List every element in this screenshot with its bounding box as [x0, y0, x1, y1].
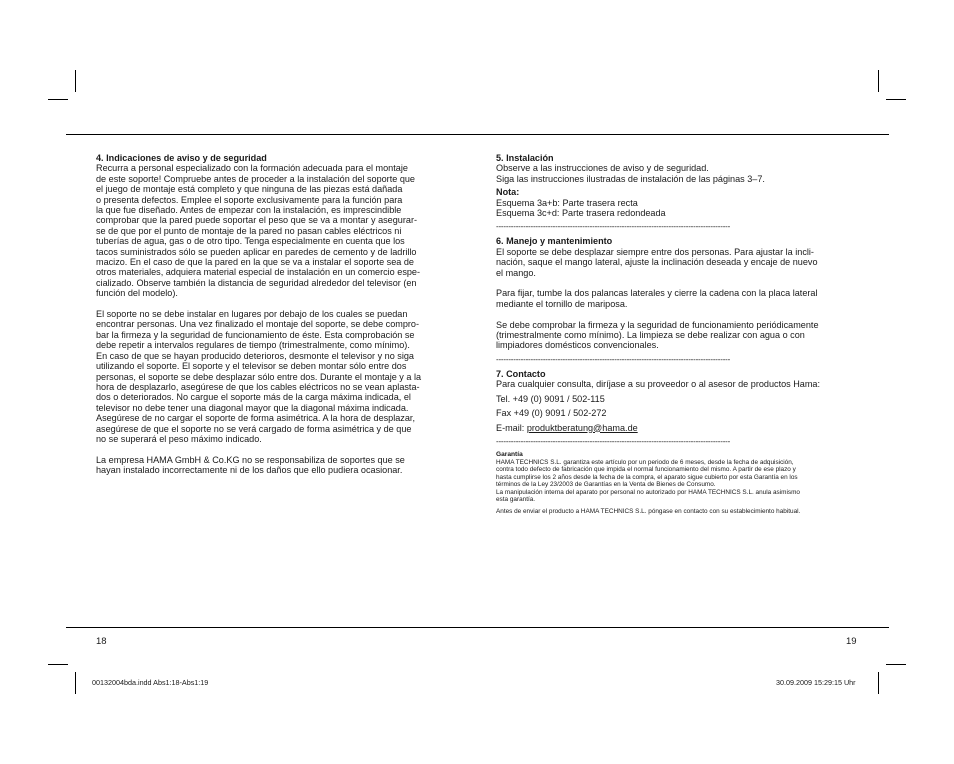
top-rule: [66, 134, 889, 135]
text-line: debe repetir a intervalos regulares de tiempo (trimestralmente, como mínimo).: [96, 340, 410, 351]
section-6-paragraph-1: [496, 247, 858, 278]
contact-tel: Tel. +49 (0) 9091 / 502-115: [496, 393, 605, 404]
text-line: otros materiales, adquiera material especial de instalación en un comercio espe-: [96, 267, 421, 278]
section-7-intro: Para cualquier consulta, diríjase a su proveedor o al asesor de productos Hama:: [496, 379, 821, 390]
text-line: Recurra a personal especializado con la formación adecuada para el montaje: [96, 163, 408, 174]
right-column: [496, 153, 858, 516]
text-line: Asegúrese de no cargar el soporte de forma asimétrica. A la hora de desplazar,: [96, 413, 415, 424]
text-line: limpiadores domésticos convencionales.: [496, 340, 659, 351]
text-line: bar la firmeza y la seguridad de funcionamiento de éste. Esta comprobación se: [96, 329, 415, 340]
crop-mark: [75, 70, 76, 92]
text-line: (trimestralmente como mínimo). La limpieza se debe realizar con agua o con: [496, 330, 805, 341]
crop-mark: [48, 99, 68, 100]
crop-mark: [886, 664, 906, 665]
text-line: se de que por el punto de montaje de la pared no pasan cables eléctricos ni: [96, 225, 402, 236]
text-line: mediante el tornillo de mariposa.: [496, 298, 628, 309]
section-7-heading: 7. Contacto: [496, 368, 546, 379]
garantia-line: términos de la Ley 23/2003 de Garantías en la Venta de Bienes de Consumo.: [496, 481, 716, 489]
section-6-paragraph-2: [496, 288, 858, 309]
crop-mark: [878, 672, 879, 694]
text-line: el mango.: [496, 267, 536, 278]
section-5-heading: 5. Instalación: [496, 153, 554, 163]
section-4-paragraph-2: [96, 309, 464, 444]
text-line: encontrar personas. Una vez finalizado el montaje del soporte, se debe compro-: [96, 319, 420, 330]
text-line: comprobar que la pared puede soportar el peso que se va a montar y asegurar-: [96, 215, 417, 226]
crop-mark: [48, 664, 68, 665]
text-line: En caso de que se hayan producido deterioros, desmonte el televisor y no siga: [96, 350, 414, 361]
separator: -----------------------------------------------------------------------------------------------: [496, 437, 731, 446]
garantia-line: HAMA TECHNICS S.L. garantiza este artículo por un periodo de 6 meses, desde la fecha de adquisición,: [496, 458, 794, 466]
text-line: Esquema 3c+d: Parte trasera redondeada: [496, 208, 666, 219]
text-line: televisor no debe tener una diagonal mayor que la diagonal máxima indicada.: [96, 402, 409, 413]
garantia-note: Antes de enviar el producto a HAMA TECHNICS S.L. póngase en contacto con su establecimiento habitual.: [496, 508, 801, 516]
page-number-right: 19: [846, 636, 857, 647]
text-line: nación, saque el mango lateral, ajuste la inclinación deseada y encaje de nuevo: [496, 257, 818, 268]
crop-mark: [878, 70, 879, 92]
text-line: hora de desplazarlo, asegúrese de que los cables eléctricos no se vean aplasta-: [96, 381, 420, 392]
text-line: función del modelo).: [96, 288, 178, 299]
slug-file-info: 00132004bda.indd Abs1:18-Abs1:19: [92, 678, 209, 687]
text-line: tacos suministrados sólo se pueden aplicar en paredes de cemento y de ladrillo: [96, 246, 417, 257]
section-4-heading: 4. Indicaciones de aviso y de seguridad: [96, 153, 267, 163]
text-line: hayan instalado incorrectamente ni de los daños que ello pudiera ocasionar.: [96, 465, 403, 476]
left-column: [96, 153, 464, 476]
section-6-heading: 6. Manejo y mantenimiento: [496, 236, 613, 247]
section-5-text: [496, 163, 858, 184]
text-line: macizo. En el caso de que la pared en la que se va a instalar el soporte sea de: [96, 257, 414, 268]
separator: -----------------------------------------------------------------------------------------------: [496, 355, 731, 364]
text-line: utilizando el soporte. El soporte y el televisor se deben montar sólo entre dos: [96, 361, 407, 372]
text-line: Para fijar, tumbe la dos palancas laterales y cierre la cadena con la placa lateral: [496, 288, 818, 299]
contact-email-link[interactable]: produktberatung@hama.de: [526, 422, 638, 433]
page-number-left: 18: [96, 636, 107, 647]
text-line: no se superará el peso máximo indicado.: [96, 433, 262, 444]
text-line: Siga las instrucciones ilustradas de instalación de las páginas 3–7.: [496, 173, 765, 184]
text-line: la que fue diseñado. Antes de empezar con la instalación, es imprescindible: [96, 205, 402, 216]
garantia-line: La manipulación interna del aparato por personal no autorizado por HAMA TECHNICS S.L. anula asimismo: [496, 488, 800, 496]
separator: -----------------------------------------------------------------------------------------------: [496, 223, 731, 232]
text-line: Se debe comprobar la firmeza y la seguridad de funcionamiento periódicamente: [496, 319, 819, 330]
text-line: Observe a las instrucciones de aviso y de seguridad.: [496, 163, 709, 174]
text-line: El soporte no se debe instalar en lugares por debajo de los cuales se puedan: [96, 309, 408, 320]
text-line: El soporte se debe desplazar siempre entre dos personas. Para ajustar la incli-: [496, 246, 814, 257]
text-line: o presenta defectos. Emplee el soporte exclusivamente para la función para: [96, 194, 403, 205]
garantia-line: esta garantía.: [496, 496, 536, 504]
text-line: dos o deteriorados. No cargue el soporte más de la carga máxima indicada, el: [96, 392, 411, 403]
text-line: tuberías de agua, gas o de otro tipo. Tenga especialmente en cuenta que los: [96, 236, 405, 247]
crop-mark: [75, 672, 76, 694]
nota-heading: Nota:: [496, 187, 520, 198]
contact-email-row: [496, 423, 858, 433]
slug-date-time: 30.09.2009 15:29:15 Uhr: [776, 678, 856, 687]
crop-mark: [886, 99, 906, 100]
garantia-line: hasta cumplirse los 2 años desde la fecha de la compra, el aparato sigue cubierto por esta Garantía en los: [496, 473, 798, 481]
text-line: de este soporte! Compruebe antes de proceder a la instalación del soporte que: [96, 173, 415, 184]
garantia-line: contra todo defecto de fabricación que impida el normal funcionamiento del mismo. A partir de ese plazo y: [496, 466, 796, 474]
section-4-paragraph-1: [96, 163, 464, 298]
text-line: personas, el soporte se debe desplazar sólo entre dos. Durante el montaje y a la: [96, 371, 422, 382]
text-line: La empresa HAMA GmbH & Co.KG no se responsabiliza de soportes que se: [96, 454, 405, 465]
contact-fax: Fax +49 (0) 9091 / 502-272: [496, 408, 607, 419]
bottom-rule: [66, 627, 889, 628]
nota-text: [496, 198, 858, 219]
text-line: asegúrese de que el soporte no se verá cargado de forma asimétrica y de que: [96, 423, 412, 434]
contact-email-label: E-mail:: [496, 422, 527, 433]
garantia-heading: Garantía: [496, 450, 523, 458]
text-line: el juego de montaje está completo y que ninguna de las piezas está dañada: [96, 184, 403, 195]
section-6-paragraph-3: [496, 320, 858, 351]
garantia-block: [496, 451, 858, 516]
text-line: Esquema 3a+b: Parte trasera recta: [496, 197, 638, 208]
garantia-text: [496, 459, 858, 505]
text-line: cializado. Observe también la distancia de seguridad alrededor del televisor (en: [96, 277, 417, 288]
section-4-paragraph-3: [96, 455, 464, 476]
